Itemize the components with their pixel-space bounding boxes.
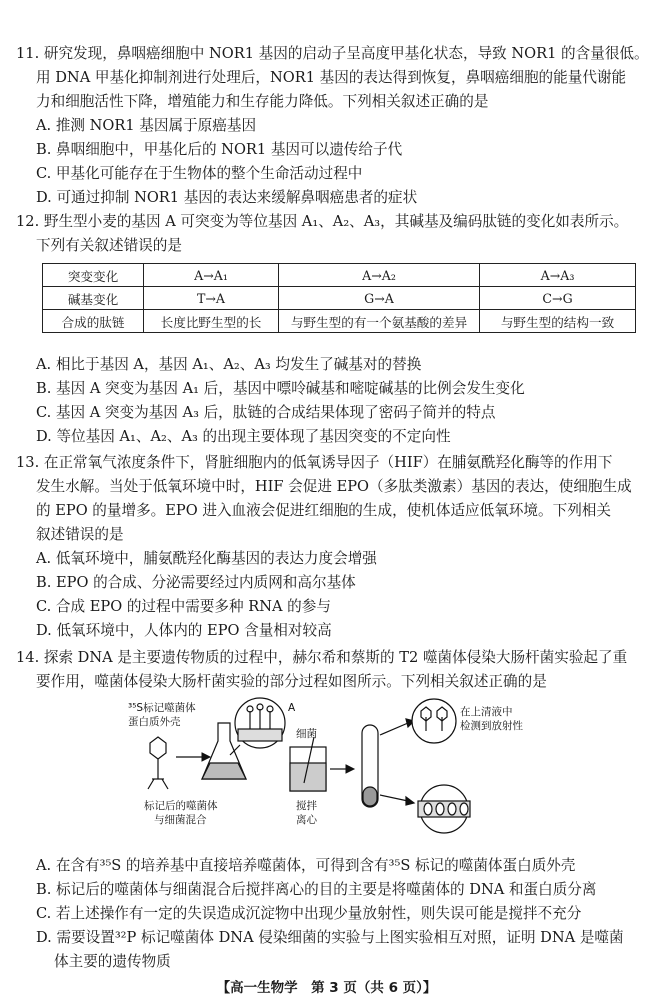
- table-cell: 碱基变化: [43, 287, 144, 310]
- figure-label-stir: 搅拌: [296, 800, 317, 812]
- question-11-stem-line: 用 DNA 甲基化抑制剂进行处理后，NOR1 基因的表达得到恢复，鼻咽癌细胞的能量代谢能: [36, 69, 627, 86]
- question-13-stem-line: 的 EPO 的量增多。EPO 进入血液会促进红细胞的生成，使机体适应低氧环境。下列相关: [36, 502, 611, 519]
- figure-label-phage-coat: 蛋白质外壳: [128, 716, 181, 728]
- table-cell: T→A: [144, 287, 279, 310]
- question-11-stem-line: 11. 研究发现，鼻咽癌细胞中 NOR1 基因的启动子呈高度甲基化状态，导致 NOR1 的含量很低。: [16, 45, 649, 62]
- question-13-stem-line: 13. 在正常氧气浓度条件下，肾脏细胞内的低氧诱导因子（HIF）在脯氨酰羟化酶等的作用下: [16, 454, 613, 471]
- question-12-option-a: A. 相比于基因 A，基因 A₁、A₂、A₃ 均发生了碱基对的替换: [36, 356, 422, 373]
- question-14-option-d-cont: 体主要的遗传物质: [54, 953, 171, 970]
- figure-label-radioactivity: 检测到放射性: [460, 720, 523, 732]
- table-row: [43, 310, 636, 333]
- arrow-icon: [176, 753, 210, 761]
- phage-experiment-figure: [118, 697, 548, 847]
- table-cell: 与野生型的结构一致: [480, 310, 636, 333]
- table-cell: G→A: [279, 287, 480, 310]
- mutation-table: [42, 263, 636, 333]
- question-11-option-a: A. 推测 NOR1 基因属于原癌基因: [36, 117, 257, 134]
- table-cell: 与野生型的有一个氨基酸的差异: [279, 310, 480, 333]
- question-11-option-c: C. 甲基化可能存在于生物体的整个生命活动过程中: [36, 165, 363, 182]
- beaker-icon: [290, 737, 326, 791]
- question-13-option-d: D. 低氧环境中，人体内的 EPO 含量相对较高: [36, 622, 332, 639]
- question-12-options: [16, 353, 640, 449]
- question-14: [16, 646, 640, 694]
- question-12-option-c: C. 基因 A 突变为基因 A₃ 后，肽链的合成结果体现了密码子简并的特点: [36, 404, 496, 421]
- question-14-stem-line: 14. 探索 DNA 是主要遗传物质的过程中，赫尔希和蔡斯的 T2 噬菌体侵染大肠杆菌实验起了重: [16, 649, 628, 666]
- table-cell: 长度比野生型的长: [144, 310, 279, 333]
- page-footer: 【高一生物学 第 3 页（共 6 页）】: [216, 980, 437, 996]
- table-row: [43, 287, 636, 310]
- question-13-option-b: B. EPO 的合成、分泌需要经过内质网和高尔基体: [36, 574, 356, 591]
- magnified-circle-precipitate: [418, 785, 470, 833]
- magnified-circle-supernatant: [412, 699, 456, 743]
- question-14-option-c: C. 若上述操作有一定的失误造成沉淀物中出现少量放射性，则失误可能是搅拌不充分: [36, 905, 582, 922]
- question-12-stem-line: 下列有关叙述错误的是: [36, 237, 182, 254]
- question-11-option-b: B. 鼻咽细胞中，甲基化后的 NOR1 基因可以遗传给子代: [36, 141, 403, 158]
- figure-label-phage: ³⁵S标记噬菌体: [128, 702, 196, 714]
- phage-icon: [148, 737, 168, 789]
- question-14-stem-line: 要作用，噬菌体侵染大肠杆菌实验的部分过程如图所示。下列相关叙述正确的是: [36, 673, 547, 690]
- table-cell: C→G: [480, 287, 636, 310]
- figure-label-bacteria: 细菌: [296, 728, 317, 740]
- question-13: [16, 451, 640, 643]
- question-14-option-b: B. 标记后的噬菌体与细菌混合后搅拌离心的目的主要是将噬菌体的 DNA 和蛋白质分离: [36, 881, 597, 898]
- table-cell: 合成的肽链: [43, 310, 144, 333]
- magnified-circle-a: [230, 698, 285, 755]
- question-14-options: [16, 854, 640, 974]
- question-11-stem-line: 力和细胞活性下降，增殖能力和生存能力降低。下列相关叙述正确的是: [36, 93, 489, 110]
- table-cell: A→A₂: [279, 264, 480, 287]
- question-12-stem-line: 12. 野生型小麦的基因 A 可突变为等位基因 A₁、A₂、A₃，其碱基及编码肽链的变化如表所示。: [16, 213, 629, 230]
- arrow-icon: [330, 765, 354, 773]
- figure-label-supernatant: 在上清液中: [460, 706, 513, 718]
- question-11: [16, 42, 649, 210]
- figure-label-mixed-2: 与细菌混合: [154, 814, 207, 826]
- question-11-option-d: D. 可通过抑制 NOR1 基因的表达来缓解鼻咽癌患者的症状: [36, 189, 418, 206]
- question-14-option-d: D. 需要设置³²P 标记噬菌体 DNA 侵染细菌的实验与上图实验相互对照，证明 DNA 是噬菌: [36, 929, 624, 946]
- question-12-option-d: D. 等位基因 A₁、A₂、A₃ 的出现主要体现了基因突变的不定向性: [36, 428, 451, 445]
- question-12-option-b: B. 基因 A 突变为基因 A₁ 后，基因中嘌呤碱基和嘧啶碱基的比例会发生变化: [36, 380, 525, 397]
- question-14-option-a: A. 在含有³⁵S 的培养基中直接培养噬菌体，可得到含有³⁵S 标记的噬菌体蛋白质外壳: [36, 857, 576, 874]
- table-cell: 突变变化: [43, 264, 144, 287]
- table-row: [43, 264, 636, 287]
- question-13-stem-line: 发生水解。当处于低氧环境中时，HIF 会促进 EPO（多肽类激素）基因的表达，使细胞生成: [36, 478, 632, 495]
- question-12: [16, 210, 640, 258]
- question-13-stem-line: 叙述错误的是: [36, 526, 124, 543]
- figure-label-centrifuge: 离心: [296, 814, 317, 826]
- table-cell: A→A₁: [144, 264, 279, 287]
- figure-label-mixed: 标记后的噬菌体: [144, 800, 218, 812]
- test-tube-icon: [362, 725, 378, 807]
- arrow-icon: [380, 719, 414, 805]
- figure-label-a: A: [288, 702, 296, 714]
- table-cell: A→A₃: [480, 264, 636, 287]
- question-13-option-c: C. 合成 EPO 的过程中需要多种 RNA 的参与: [36, 598, 331, 615]
- question-13-option-a: A. 低氧环境中，脯氨酰羟化酶基因的表达力度会增强: [36, 550, 377, 567]
